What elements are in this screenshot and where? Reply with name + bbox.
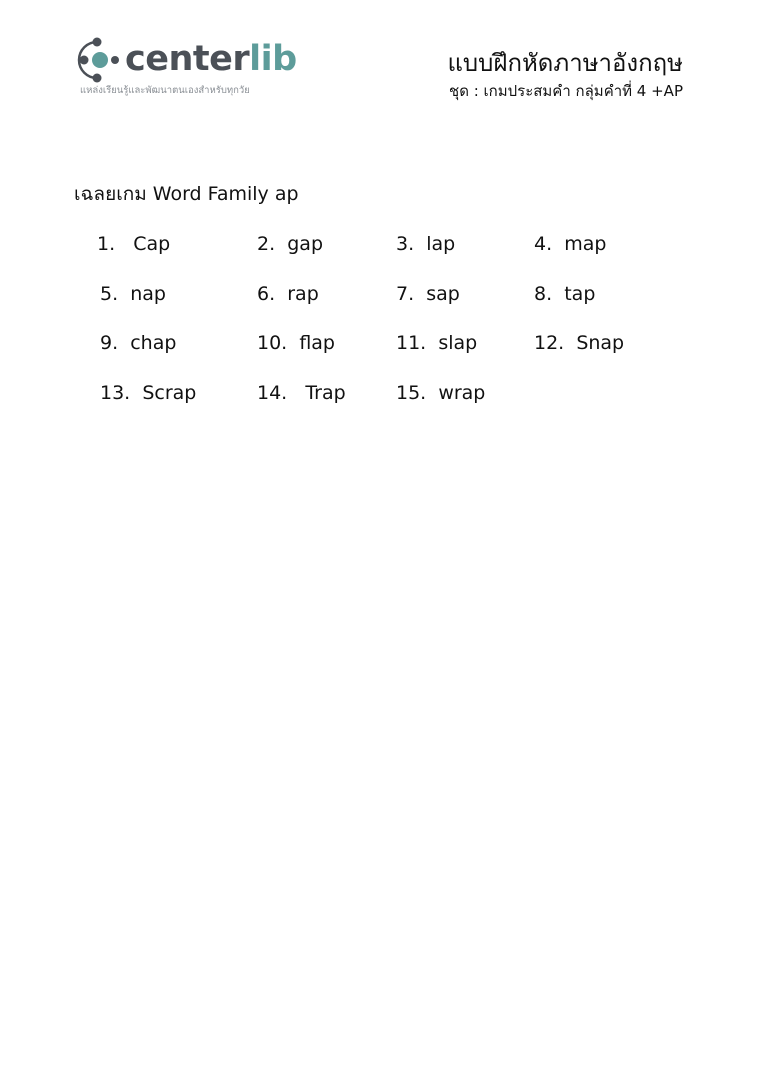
document-subtitle: ชุด : เกมประสมคำ กลุ่มคำที่ 4 +AP [449, 82, 683, 100]
answer-item-8: 8. tap [534, 283, 596, 305]
answer-item-11: 11. slap [396, 332, 478, 354]
answer-item-15: 15. wrap [396, 382, 486, 404]
document-header [447, 46, 683, 102]
answer-item-2: 2. gap [257, 233, 323, 255]
answer-item-1: 1. Cap [97, 233, 171, 255]
answer-item-14: 14. Trap [257, 382, 346, 404]
answer-item-7: 7. sap [396, 283, 460, 305]
logo-wordmark: centerlib [125, 39, 297, 79]
answer-item-10: 10. flap [257, 332, 335, 354]
answer-item-12: 12. Snap [534, 332, 625, 354]
answer-item-4: 4. map [534, 233, 607, 255]
answer-key-title: เฉลยเกม Word Family ap [74, 183, 299, 205]
answer-item-13: 13. Scrap [100, 382, 197, 404]
centerlib-logo [77, 34, 307, 104]
molecule-logo-icon [77, 36, 125, 84]
logo-tagline: แหล่งเรียนรู้และพัฒนาตนเองสำหรับทุกวัย [80, 85, 250, 96]
document-title: แบบฝึกหัดภาษาอังกฤษ [447, 49, 683, 77]
answer-item-6: 6. rap [257, 283, 319, 305]
answer-item-5: 5. nap [100, 283, 166, 305]
answer-item-3: 3. lap [396, 233, 456, 255]
answer-item-9: 9. chap [100, 332, 177, 354]
